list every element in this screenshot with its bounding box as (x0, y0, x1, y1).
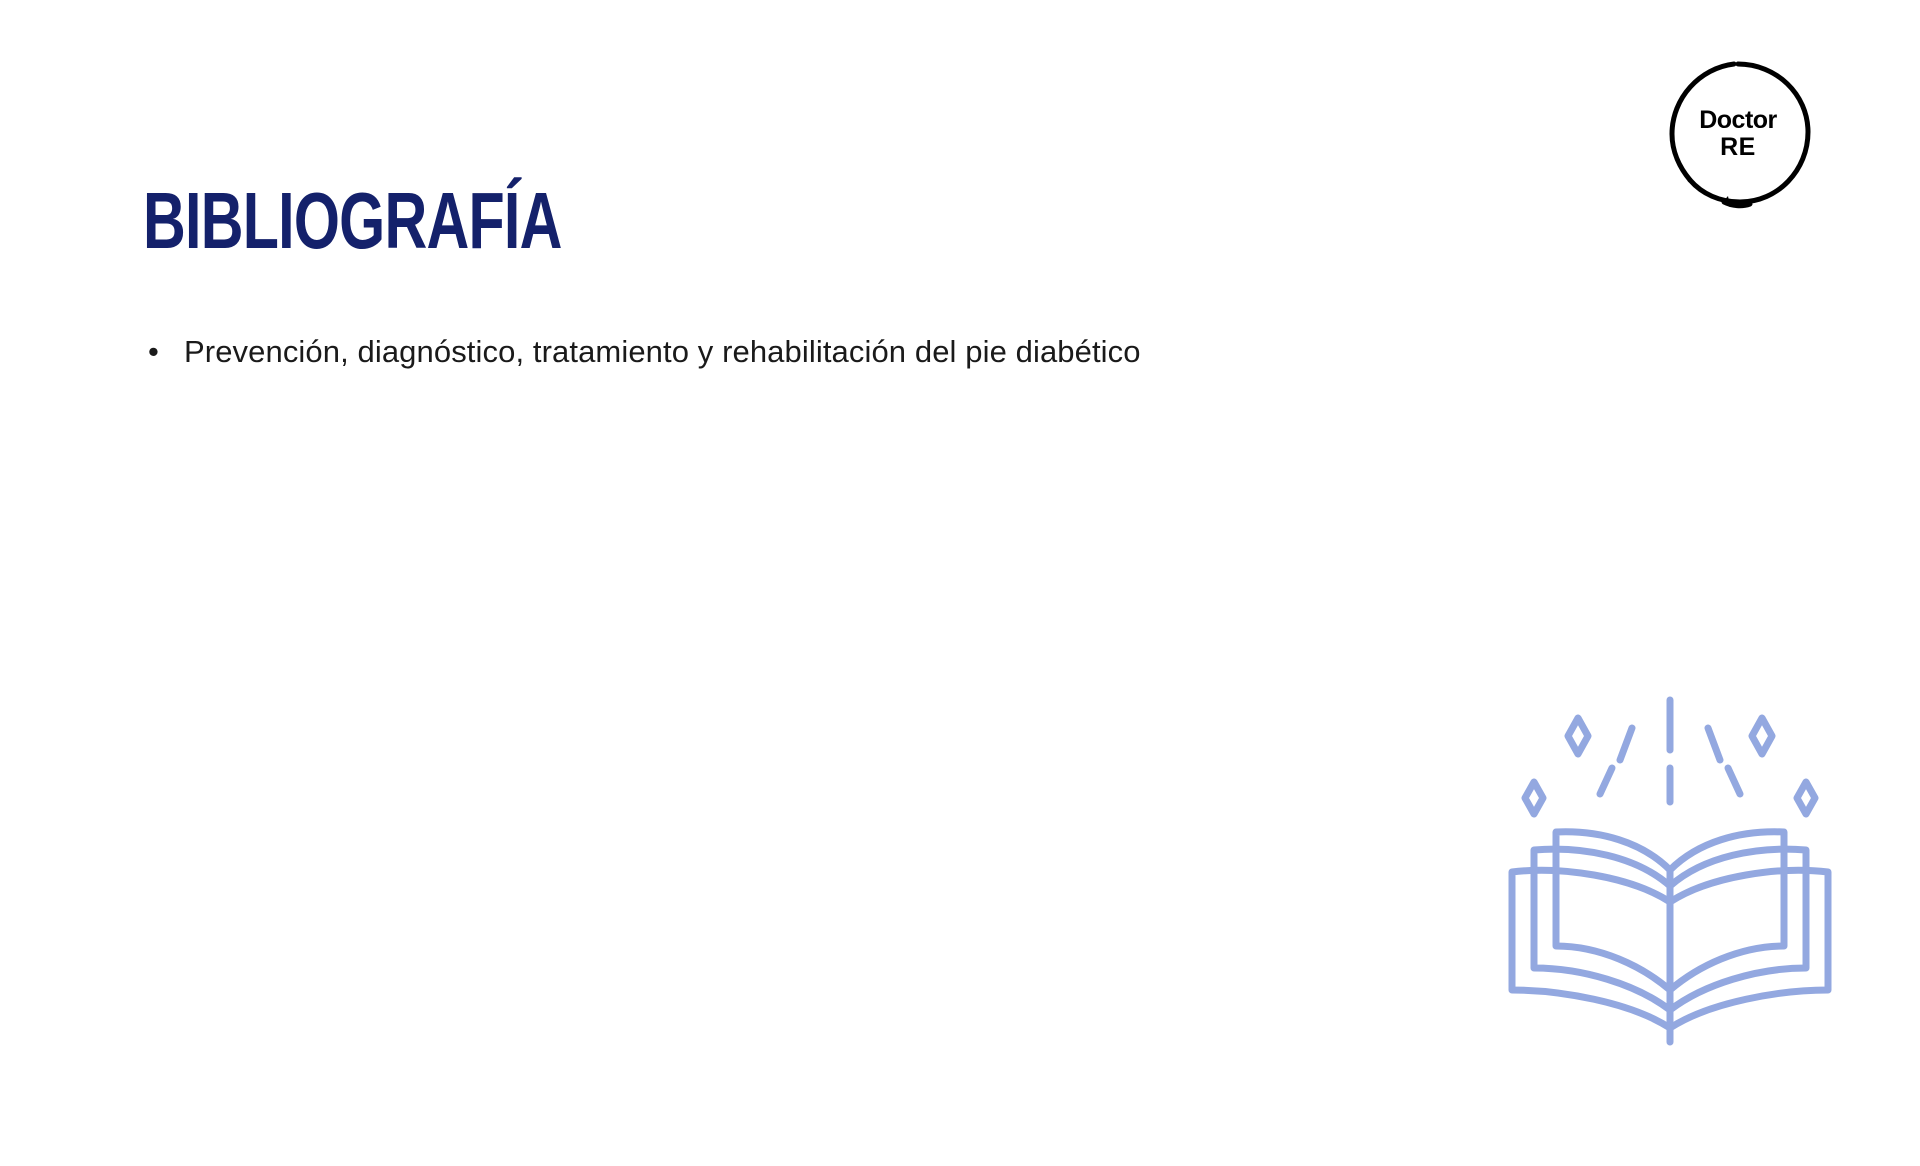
doctor-re-logo (1658, 54, 1818, 214)
list-item-label: Prevención, diagnóstico, tratamiento y rehabilitación del pie diabético (184, 334, 1141, 369)
open-book-icon (1500, 690, 1840, 1080)
list-item (140, 330, 1640, 374)
page-title: BIBLIOGRAFÍA (143, 175, 562, 265)
logo-text (1658, 54, 1818, 214)
logo-line-1: Doctor (1699, 106, 1777, 134)
bullet-marker-icon: • (148, 334, 159, 369)
bibliography-list (140, 330, 1640, 374)
logo-line-2: RE (1720, 133, 1756, 161)
